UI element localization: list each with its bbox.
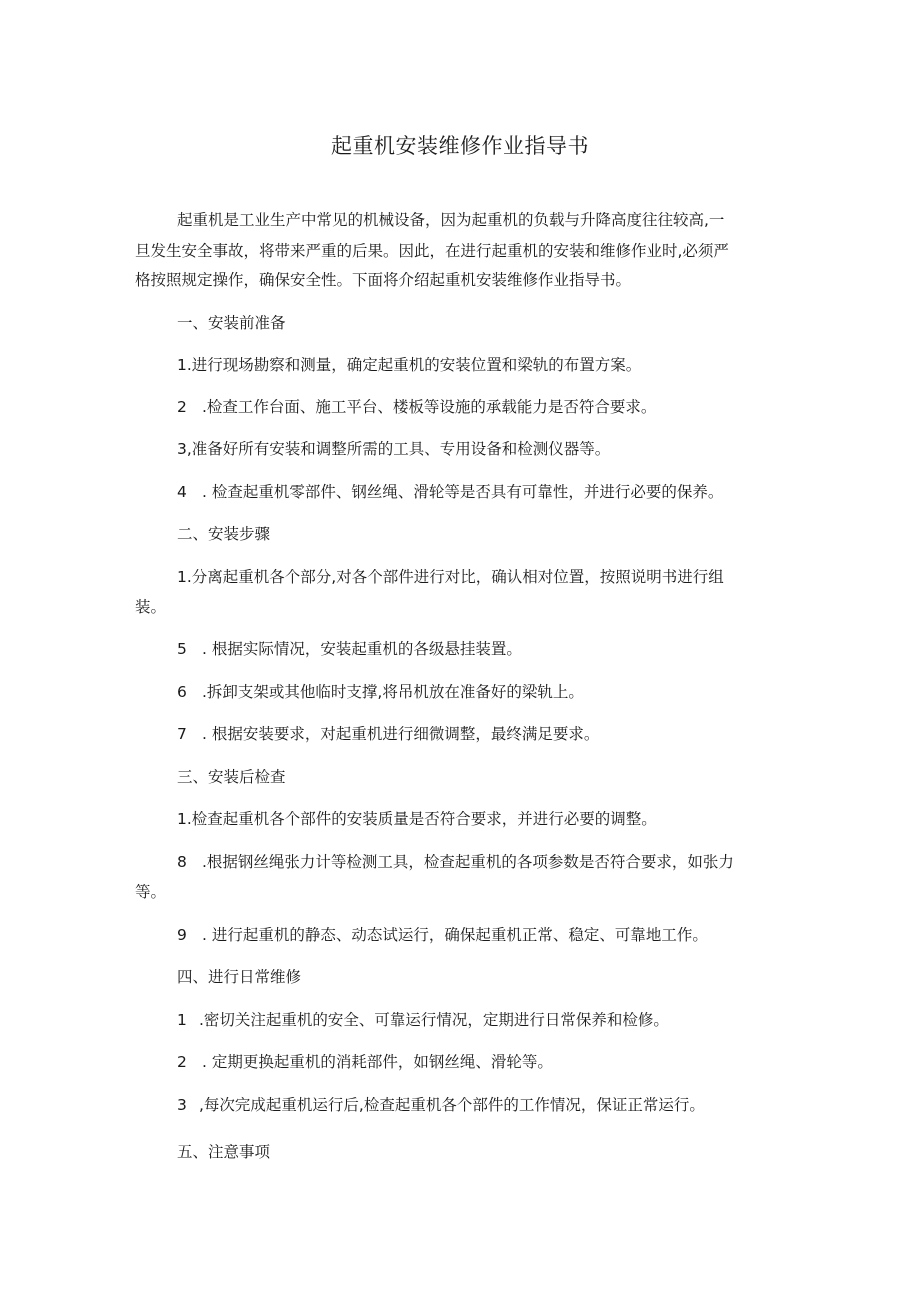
list-number: 3 bbox=[177, 1096, 187, 1114]
list-number: 8 bbox=[177, 853, 187, 871]
list-item bbox=[177, 482, 723, 502]
list-text: ,每次完成起重机运行后,检查起重机各个部件的工作情况，保证正常运行。 bbox=[199, 1096, 705, 1114]
list-number: 4 bbox=[177, 483, 187, 501]
intro-line: 起重机是工业生产中常见的机械设备，因为起重机的负载与升降高度往往较高,一 bbox=[177, 211, 725, 229]
list-item-continuation: 等。 bbox=[135, 883, 167, 901]
document-title: 起重机安装维修作业指导书 bbox=[331, 134, 589, 158]
list-number: 6 bbox=[177, 683, 187, 701]
list-item: 1.检查起重机各个部件的安装质量是否符合要求，并进行必要的调整。 bbox=[177, 810, 657, 828]
list-text: . 根据安装要求，对起重机进行细微调整，最终满足要求。 bbox=[202, 725, 600, 743]
section-heading: 三、安装后检查 bbox=[177, 768, 286, 786]
list-item bbox=[177, 397, 656, 417]
list-number: 2 bbox=[177, 398, 187, 416]
list-item bbox=[177, 724, 599, 744]
list-text: .根据钢丝绳张力计等检测工具，检查起重机的各项参数是否符合要求，如张力 bbox=[202, 853, 734, 871]
list-item bbox=[177, 639, 522, 659]
section-heading: 四、进行日常维修 bbox=[177, 968, 302, 986]
list-item bbox=[177, 1010, 669, 1030]
list-item bbox=[177, 682, 584, 702]
list-number: 5 bbox=[177, 640, 187, 658]
intro-line: 旦发生安全事故，将带来严重的后果。因此，在进行起重机的安装和维修作业时,必须严 bbox=[135, 242, 729, 260]
list-number: 7 bbox=[177, 725, 187, 743]
list-number: 1 bbox=[177, 1011, 187, 1029]
list-text: . 根据实际情况，安装起重机的各级悬挂装置。 bbox=[202, 640, 522, 658]
section-heading: 二、安装步骤 bbox=[177, 525, 271, 543]
intro-line: 格按照规定操作，确保安全性。下面将介绍起重机安装维修作业指导书。 bbox=[135, 271, 632, 289]
section-heading: 五、注意事项 bbox=[177, 1143, 271, 1161]
list-item: 1.进行现场勘察和测量，确定起重机的安装位置和梁轨的布置方案。 bbox=[177, 356, 642, 374]
section-heading: 一、安装前准备 bbox=[177, 314, 286, 332]
list-item bbox=[177, 1052, 553, 1072]
list-text: . 检查起重机零部件、钢丝绳、滑轮等是否具有可靠性，并进行必要的保养。 bbox=[202, 483, 724, 501]
list-item: 1.分离起重机各个部分,对各个部件进行对比，确认相对位置，按照说明书进行组 bbox=[177, 568, 724, 586]
list-number: 2 bbox=[177, 1053, 187, 1071]
list-text: . 进行起重机的静态、动态试运行，确保起重机正常、稳定、可靠地工作。 bbox=[202, 926, 708, 944]
list-text: . 定期更换起重机的消耗部件，如钢丝绳、滑轮等。 bbox=[202, 1053, 553, 1071]
list-item: 3,准备好所有安装和调整所需的工具、专用设备和检测仪器等。 bbox=[177, 440, 611, 458]
list-item bbox=[177, 852, 734, 872]
list-text: .密切关注起重机的安全、可靠运行情况，定期进行日常保养和检修。 bbox=[199, 1011, 669, 1029]
list-item bbox=[177, 1095, 705, 1115]
list-item-continuation: 装。 bbox=[135, 598, 167, 616]
list-number: 9 bbox=[177, 926, 187, 944]
list-text: .拆卸支架或其他临时支撑,将吊机放在准备好的梁轨上。 bbox=[202, 683, 584, 701]
list-text: .检查工作台面、施工平台、楼板等设施的承载能力是否符合要求。 bbox=[202, 398, 657, 416]
list-item bbox=[177, 925, 708, 945]
